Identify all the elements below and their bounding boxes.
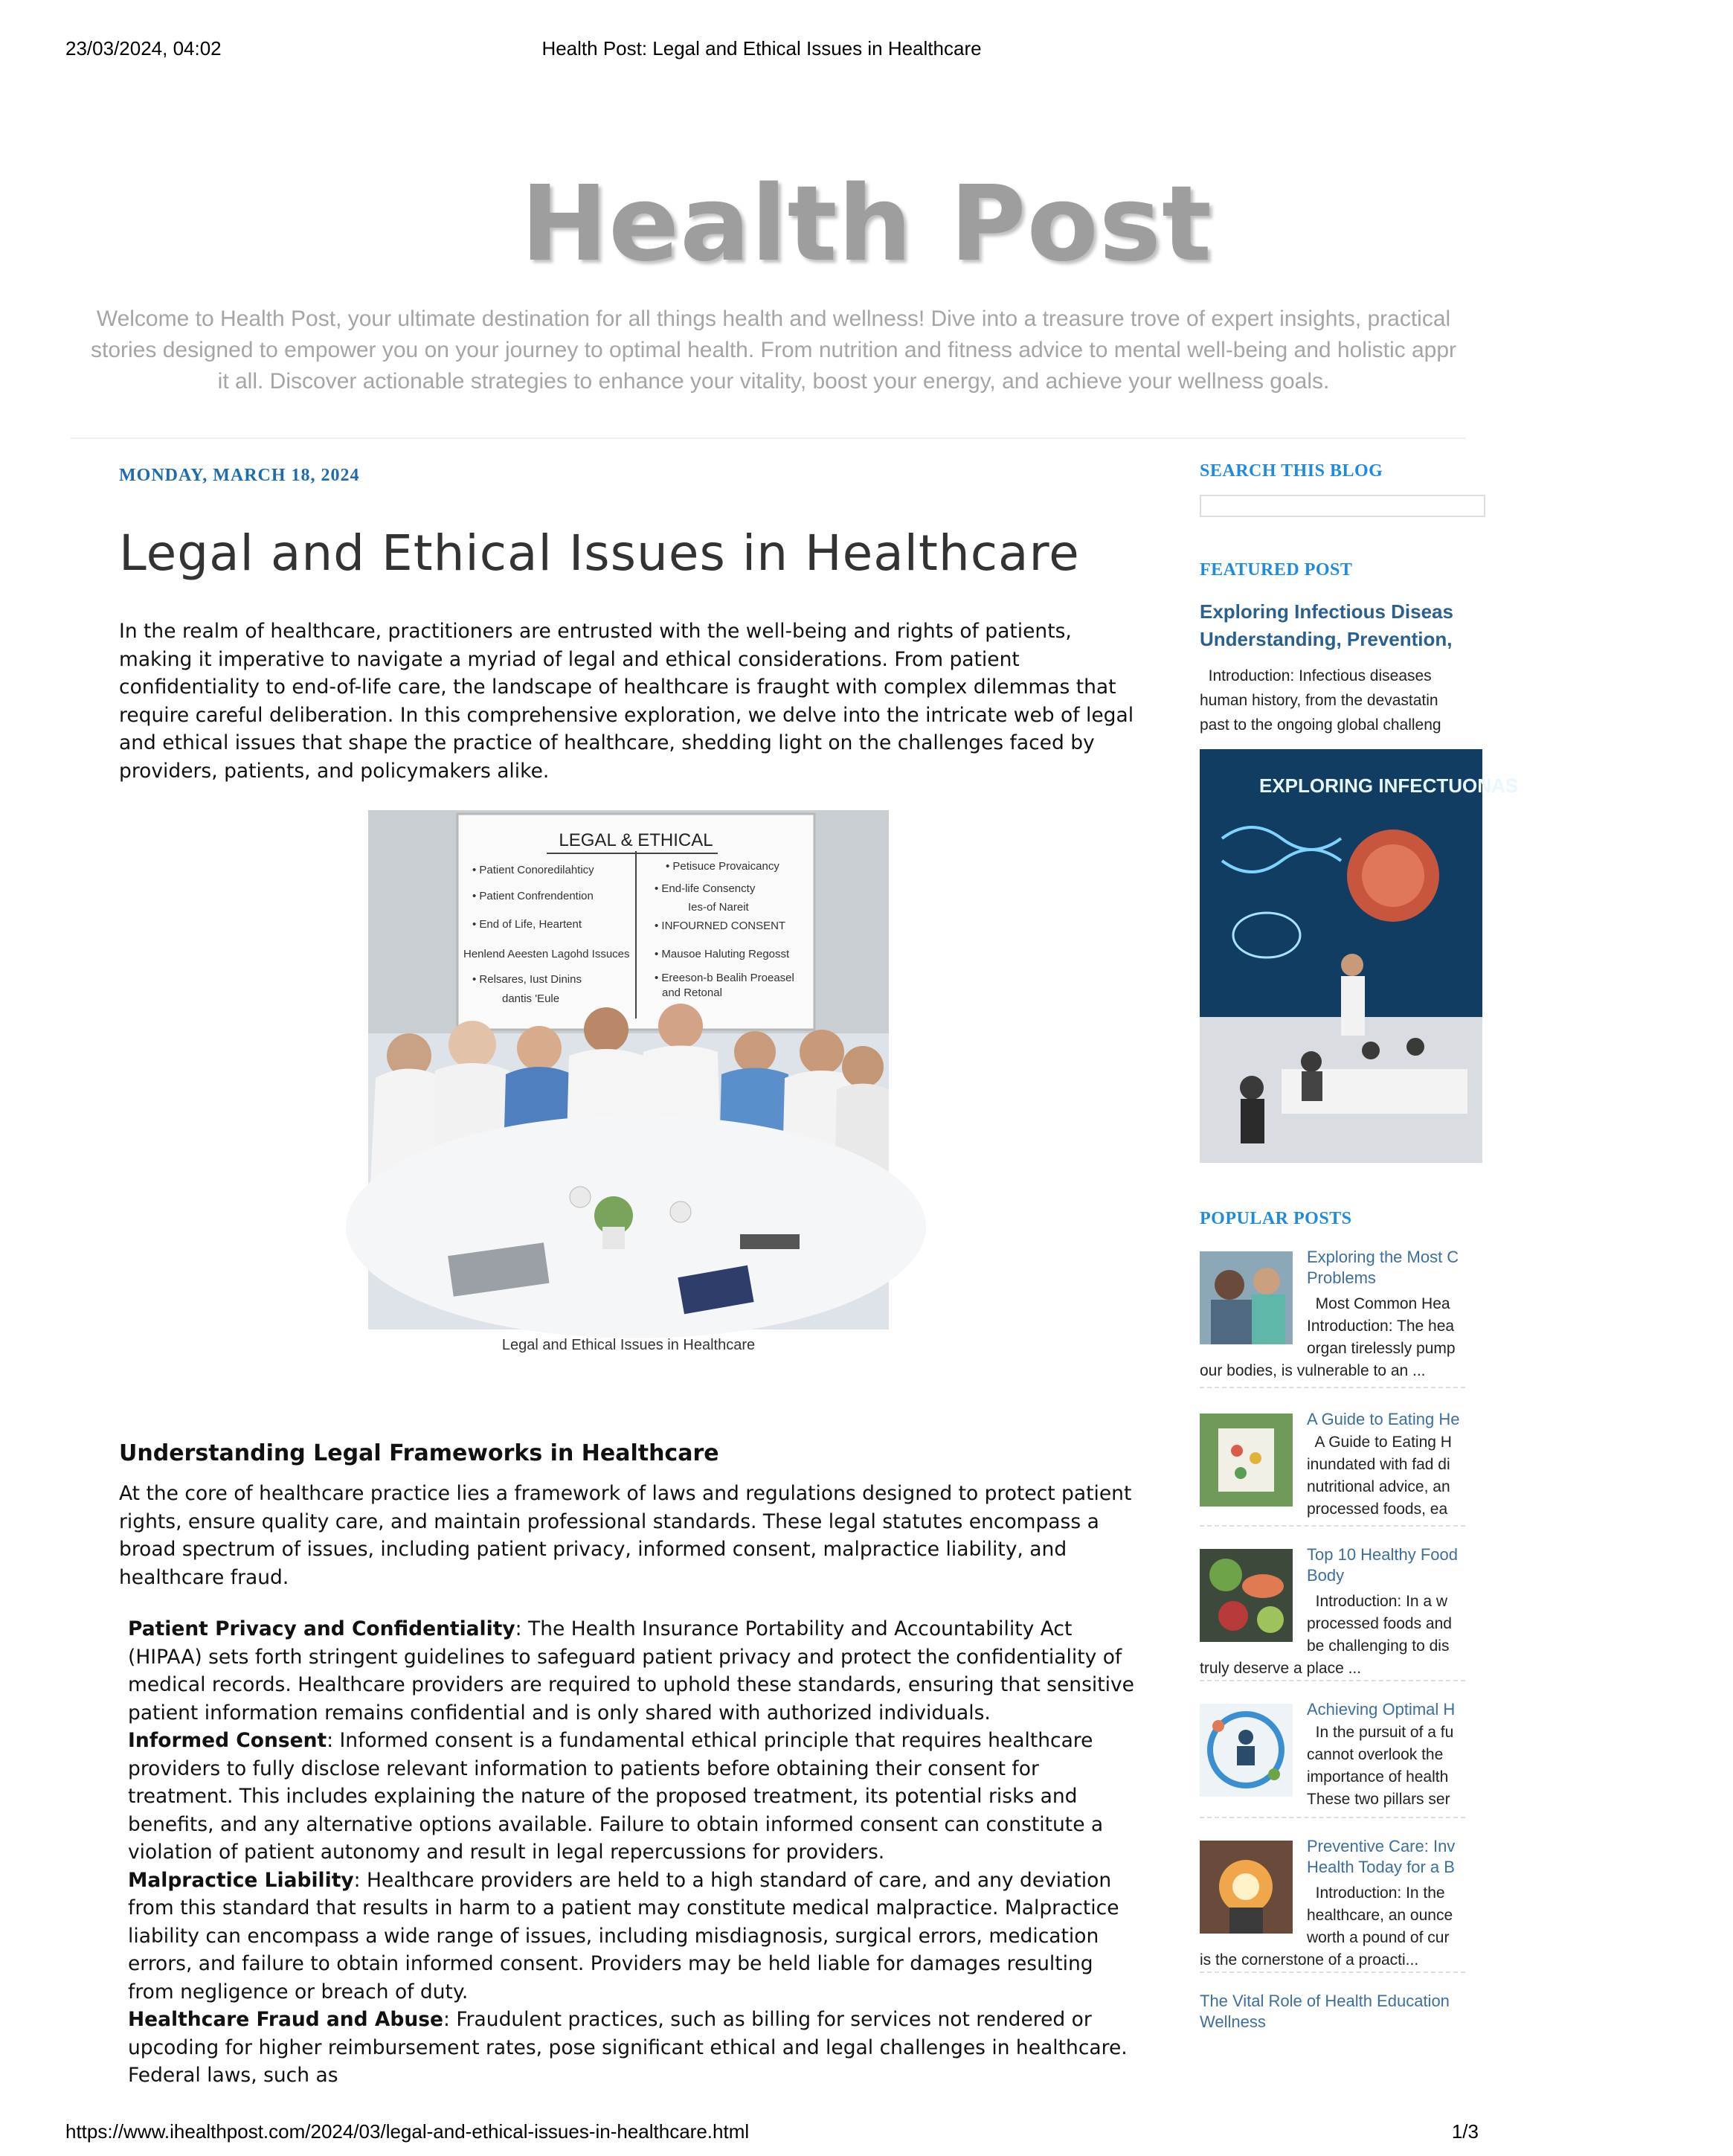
popular-post-thumbnail[interactable] <box>1200 1841 1293 1934</box>
board-right-line: • Mausoe Haluting Regosst <box>655 948 790 960</box>
featured-widget-title: FEATURED POST <box>1200 560 1353 580</box>
search-input[interactable] <box>1200 495 1485 517</box>
snippet-line: worth a pound of cur <box>1307 1929 1450 1946</box>
print-url: https://www.ihealthpost.com/2024/03/legal-and-ethical-issues-in-healthcare.html <box>65 2120 750 2143</box>
featured-title-line[interactable]: Exploring Infectious Diseas <box>1200 600 1453 623</box>
blog-description <box>74 304 1473 397</box>
sidebar <box>1200 461 1519 2033</box>
snippet-line: our bodies, is vulnerable to an ... <box>1200 1362 1426 1379</box>
popular-title-line[interactable]: Exploring the Most C <box>1307 1248 1459 1266</box>
snippet-line: A Guide to Eating H <box>1307 1434 1452 1451</box>
post-date: MONDAY, MARCH 18, 2024 <box>119 466 360 485</box>
issue-text: : Informed consent is a fundamental ethical principle that requires healthcare providers to fully disclose relevant information to patients before obtaining their consent for treatment. This includes explaining the nature of the proposed treatment, its potential risks and benefits, and any alternative options available. Failure to obtain informed consent can constitute a violation of patient autonomy and result in legal repercussions for providers. <box>128 1729 1104 1864</box>
snippet-line: importance of health <box>1307 1768 1449 1786</box>
print-datetime: 23/03/2024, 04:02 <box>65 37 222 60</box>
post-figure <box>119 810 1138 1354</box>
board-left-line: dantis 'Eule <box>502 992 560 1005</box>
board-right-line: • End-life Consencty <box>655 882 756 895</box>
issue-item <box>128 2006 1138 2090</box>
board-right-line: • INFOURNED CONSENT <box>655 920 786 932</box>
featured-image-text: EXPLORING INFECTUONAS <box>1259 774 1519 797</box>
snippet-line: processed foods and <box>1307 1615 1452 1632</box>
popular-post-thumbnail[interactable] <box>1200 1251 1293 1344</box>
post-title: Legal and Ethical Issues in Healthcare <box>119 524 1080 582</box>
snippet-line: These two pillars ser <box>1307 1791 1450 1808</box>
popular-title-line[interactable]: The Vital Role of Health Education <box>1200 1992 1450 2010</box>
popular-title-line[interactable]: Achieving Optimal H <box>1307 1700 1456 1719</box>
header-divider <box>71 437 1465 439</box>
popular-posts-list <box>1200 1244 1465 1973</box>
popular-post-item <box>1200 1244 1465 1388</box>
popular-post-title[interactable] <box>1307 1244 1465 1289</box>
popular-post-thumbnail[interactable] <box>1200 1549 1293 1642</box>
popular-post-title[interactable] <box>1307 1541 1465 1586</box>
snippet-line: inundated with fad di <box>1307 1456 1450 1473</box>
issue-term: Informed Consent <box>128 1729 327 1752</box>
snippet-line: be challenging to dis <box>1307 1637 1450 1655</box>
issue-item <box>128 1727 1138 1867</box>
board-heading: LEGAL & ETHICAL <box>559 830 713 850</box>
issue-term: Malpractice Liability <box>128 1868 354 1892</box>
featured-post-image[interactable] <box>1200 749 1519 1163</box>
popular-post-item <box>1200 1541 1465 1681</box>
popular-title-line[interactable]: Wellness <box>1200 2012 1266 2031</box>
board-left-line: • Patient Conoredilahticy <box>472 864 594 876</box>
popular-title-line[interactable]: Health Today for a B <box>1307 1858 1455 1876</box>
post-column <box>119 461 1138 2090</box>
popular-post-item <box>1200 1696 1465 1818</box>
popular-post-item <box>1200 1406 1465 1527</box>
board-right-line: Ies-of Nareit <box>688 901 749 914</box>
issue-item <box>128 1615 1138 1727</box>
snippet-line: In the pursuit of a fu <box>1307 1724 1454 1741</box>
popular-widget-title: POPULAR POSTS <box>1200 1209 1352 1228</box>
popular-post-title[interactable] <box>1307 1406 1465 1430</box>
snippet-line: truly deserve a place ... <box>1200 1660 1362 1677</box>
popular-title-line[interactable]: A Guide to Eating He <box>1307 1410 1460 1428</box>
snippet-line: Most Common Hea <box>1307 1295 1450 1312</box>
blog-description-line: it all. Discover actionable strategies to enhance your vitality, boost your energy, and achieve your wellness goals. <box>217 369 1330 394</box>
popular-title-line[interactable]: Body <box>1307 1566 1345 1585</box>
popular-post-thumbnail[interactable] <box>1200 1704 1293 1797</box>
print-page-title: Health Post: Legal and Ethical Issues in Healthcare <box>541 37 982 60</box>
snippet-line: organ tirelessly pump <box>1307 1340 1456 1357</box>
board-left-line: • Relsares, Iust Dinins <box>472 973 582 986</box>
board-right-line: • Petisuce Provaicancy <box>666 860 779 873</box>
blog-description-line: stories designed to empower you on your journey to optimal health. From nutrition and fitness advice to mental well-being and holistic appr <box>91 338 1456 362</box>
issue-item <box>128 1867 1138 2006</box>
section-intro: At the core of healthcare practice lies a framework of laws and regulations designed to protect patient rights, ensure quality care, and maintain professional standards. These legal statutes encompass a broad spectrum of issues, including patient privacy, informed consent, malpractice liability, and healthcare fraud. <box>119 1482 1132 1589</box>
issue-text: : Healthcare providers are held to a high standard of care, and any deviation from this standard that results in harm to a patient may constitute medical malpractice. Malpractice liability can encompass a wide range of issues, including misdiagnosis, surgical errors, medication errors, and failure to obtain informed consent. Providers may be held liable for damages resulting from negligence or breach of duty. <box>128 1868 1119 2003</box>
featured-snippet-line: past to the ongoing global challeng <box>1200 716 1441 734</box>
featured-title-line[interactable]: Understanding, Prevention, <box>1200 628 1453 650</box>
issue-term: Patient Privacy and Confidentiality <box>128 1617 515 1640</box>
post-image[interactable] <box>368 810 889 1329</box>
board-right-line: • Ereeson-b Bealih Proeasel <box>655 972 794 984</box>
image-caption: Legal and Ethical Issues in Healthcare <box>501 1337 756 1353</box>
blog-description-line: Welcome to Health Post, your ultimate destination for all things health and wellness! Dive into a treasure trove of expert insights, practical <box>96 307 1451 331</box>
snippet-line: Introduction: In a w <box>1307 1593 1448 1610</box>
popular-post-title[interactable] <box>1307 1696 1465 1720</box>
post-intro: In the realm of healthcare, practitioners are entrusted with the well-being and rights of patients, making it imperative to navigate a myriad of legal and ethical considerations. From patient confidentiality to end-of-life care, the landscape of healthcare is fraught with complex dilemmas that require careful deliberation. In this comprehensive exploration, we delve into the intricate web of legal and ethical issues that shape the practice of healthcare, shedding light on the challenges faced by providers, patients, and policymakers alike. <box>119 620 1134 783</box>
search-widget-title: SEARCH THIS BLOG <box>1200 461 1383 481</box>
popular-post-title[interactable] <box>1307 1833 1465 1878</box>
popular-title-line[interactable]: Problems <box>1307 1268 1376 1287</box>
section-heading: Understanding Legal Frameworks in Healthcare <box>119 1440 719 1466</box>
print-header <box>0 37 1523 67</box>
issue-text: : The Health Insurance Portability and Accountability Act (HIPAA) sets forth stringent guidelines to safeguard patient privacy and protect the confidentiality of medical records. Healthcare providers are required to uphold these standards, ensuring that sensitive patient information remains confidential and is only shared with authorized individuals. <box>128 1617 1134 1725</box>
popular-title-line[interactable]: Preventive Care: Inv <box>1307 1837 1456 1855</box>
popular-post-link[interactable] <box>1200 1991 1465 2033</box>
featured-snippet <box>1200 664 1465 737</box>
snippet-line: healthcare, an ounce <box>1307 1907 1453 1924</box>
board-left-line: Henlend Aeesten Lagohd Issuces <box>463 948 630 960</box>
snippet-line: nutritional advice, an <box>1307 1478 1450 1495</box>
featured-snippet-line: Introduction: Infectious diseases <box>1200 667 1432 684</box>
snippet-line: Introduction: In the <box>1307 1884 1445 1902</box>
blog-title-link[interactable]: Health Post <box>521 164 1212 285</box>
popular-title-line[interactable]: Top 10 Healthy Food <box>1307 1545 1459 1564</box>
snippet-line: is the cornerstone of a proacti... <box>1200 1951 1419 1969</box>
popular-post-thumbnail[interactable] <box>1200 1414 1293 1507</box>
print-page-number: 1/3 <box>1451 2120 1479 2143</box>
featured-snippet-line: human history, from the devastatin <box>1200 692 1438 709</box>
popular-post-item <box>1200 1833 1465 1973</box>
board-left-line: • End of Life, Heartent <box>472 918 582 931</box>
board-right-line: and Retonal <box>662 986 722 999</box>
board-left-line: • Patient Confrendention <box>472 890 594 902</box>
snippet-line: processed foods, ea <box>1307 1501 1448 1518</box>
featured-post-title[interactable] <box>1200 598 1465 653</box>
issue-term: Healthcare Fraud and Abuse <box>128 2008 443 2031</box>
issue-list <box>128 1615 1138 2090</box>
snippet-line: cannot overlook the <box>1307 1746 1444 1763</box>
snippet-line: Introduction: The hea <box>1307 1318 1455 1335</box>
issue-text: : Fraudulent practices, such as billing for services not rendered or upcoding for higher reimbursement rates, pose significant ethical and legal challenges in healthcare. Federal laws, such as <box>128 2008 1128 2087</box>
